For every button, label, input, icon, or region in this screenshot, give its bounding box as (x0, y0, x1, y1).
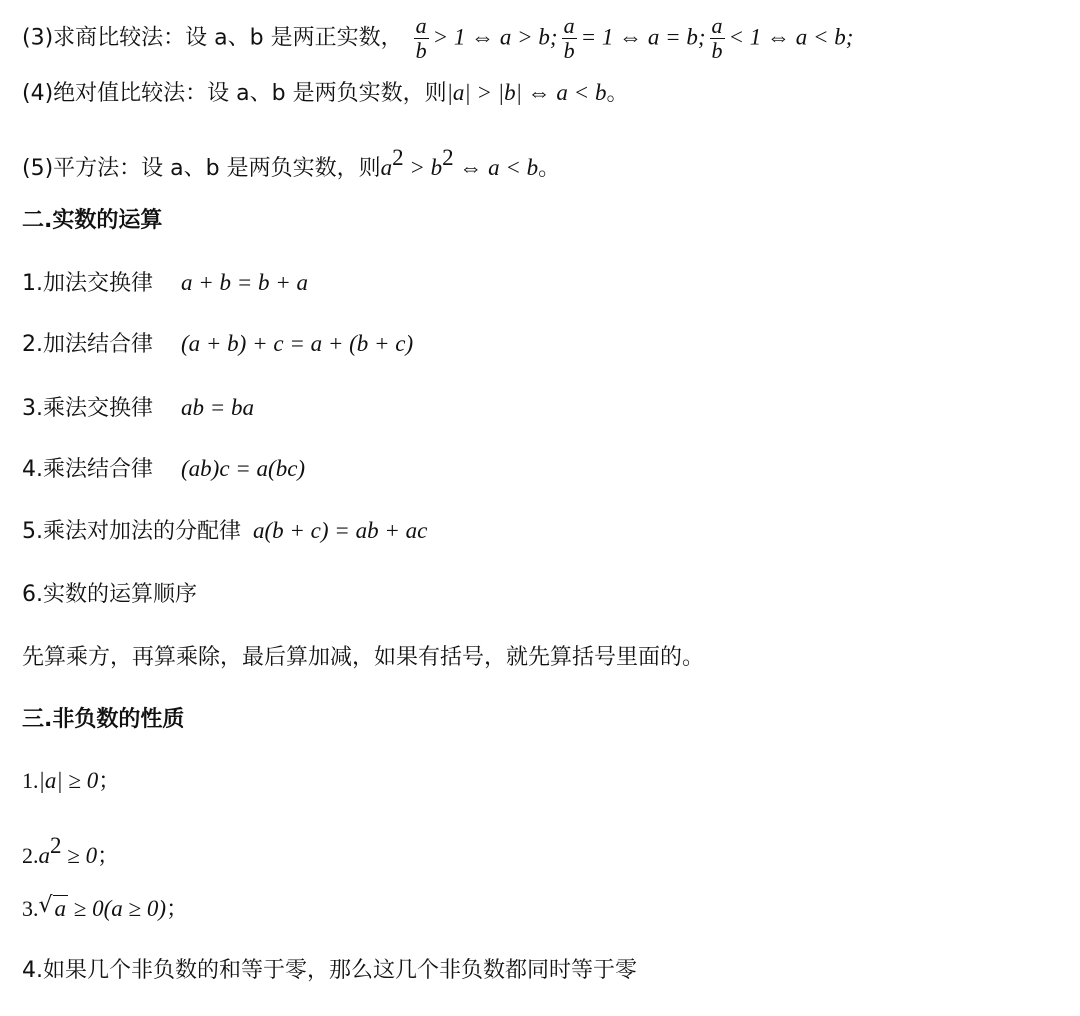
formula: (ab)c = a(bc) (181, 456, 306, 481)
period: 。 (538, 156, 561, 181)
item-label: (5)平方法：设 a、b 是两负实数，则 (22, 156, 381, 181)
item-quotient-comparison (22, 14, 853, 63)
formula: √ a ≥ 0(a ≥ 0) (39, 896, 167, 921)
order-of-operations-text: 先算乘方，再算乘除，最后算加减，如果有括号，就先算括号里面的。 (22, 645, 705, 670)
law-label: 2.加法结合律 (22, 332, 153, 357)
fraction-a-over-b: $\frac{a}{b}$ (563, 13, 575, 63)
formula: $a^2 > b^2$ ⇔ a < b (380, 145, 539, 180)
period: 。 (606, 81, 629, 106)
law-label: 5.乘法对加法的分配律 (22, 519, 241, 544)
semicolon: ； (166, 897, 189, 922)
semicolon: ； (98, 769, 121, 794)
formula: a + b = b + a (181, 270, 309, 295)
formula: |a| ≥ 0 (38, 768, 99, 793)
item-absolute-value-comparison (22, 78, 628, 109)
property-number: 3. (22, 896, 39, 921)
formula: > 1 ⇔ a > b; (432, 24, 558, 50)
item-label: (4)绝对值比较法：设 a、b 是两负实数，则 (22, 81, 447, 106)
property-number: 2. (22, 843, 39, 868)
property-square (22, 831, 119, 872)
formula: ab = ba (181, 395, 255, 420)
law-distributive (22, 516, 427, 547)
section-heading-operations: 二.实数的运算 (22, 208, 163, 233)
law-multiplication-associative (22, 454, 305, 485)
formula: < 1 ⇔ a < b; (728, 24, 854, 50)
property-number: 1. (22, 768, 39, 793)
formula: $a^2 \ge 0$ (38, 833, 98, 868)
item-square-method (22, 143, 560, 184)
property-sum-zero: 4.如果几个非负数的和等于零，那么这几个非负数都同时等于零 (22, 958, 637, 983)
formula: (a + b) + c = a + (b + c) (181, 331, 414, 356)
property-square-root (22, 894, 188, 925)
sqrt-symbol: √ a (38, 893, 66, 921)
item-label: (3)求商比较法：设 a、b 是两正实数， (22, 25, 403, 51)
formula: |a| > |b| ⇔ a < b (446, 80, 607, 105)
property-absolute-value (22, 766, 120, 797)
formula: = 1 ⇔ a = b; (580, 24, 706, 50)
section-heading-nonnegative: 三.非负数的性质 (22, 707, 185, 732)
semicolon: ； (97, 844, 120, 869)
fraction-a-over-b: $\frac{a}{b}$ (415, 13, 427, 63)
fraction-a-over-b: $\frac{a}{b}$ (711, 13, 723, 63)
law-label: 3.乘法交换律 (22, 396, 153, 421)
law-multiplication-commutative (22, 393, 254, 424)
law-label: 1.加法交换律 (22, 271, 153, 296)
law-addition-associative (22, 329, 413, 360)
law-label: 4.乘法结合律 (22, 457, 153, 482)
order-of-operations-label: 6.实数的运算顺序 (22, 582, 197, 607)
formula: a(b + c) = ab + ac (253, 518, 428, 543)
law-addition-commutative (22, 268, 308, 299)
